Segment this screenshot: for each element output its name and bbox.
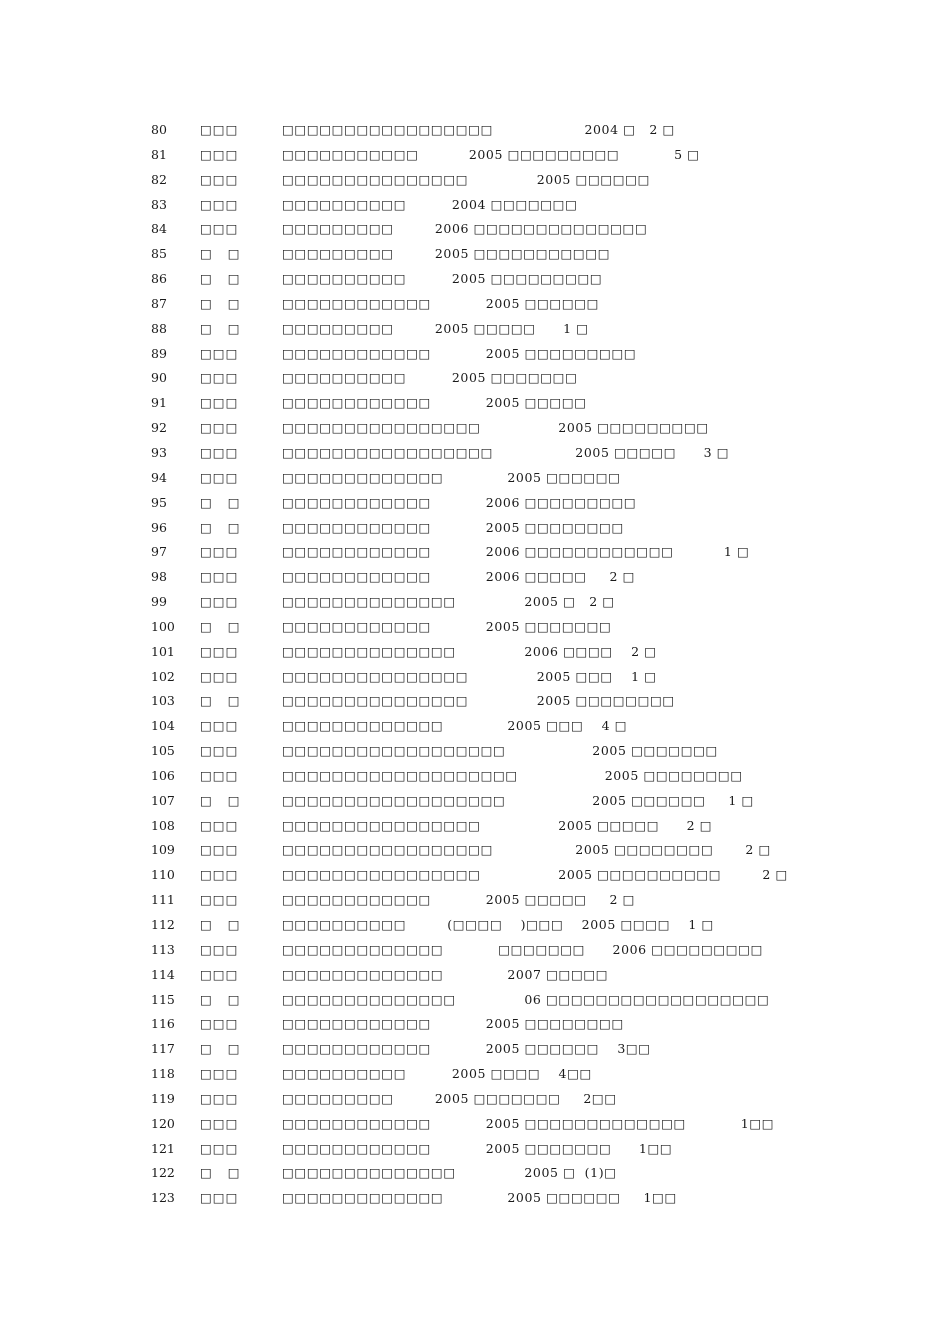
row-number: 104: [151, 718, 175, 734]
row-number: 96: [151, 519, 167, 535]
list-item: [0, 938, 950, 963]
record-details: □□□□□□□□□□ 2004 □□□□□□□: [282, 196, 578, 212]
person-name: □ □: [200, 618, 241, 634]
person-name: □□□: [200, 420, 239, 436]
list-item: [0, 540, 950, 565]
record-details: □□□□□□□□□□□□□ 2007 □□□□□: [282, 966, 609, 982]
record-details: □□□□□□□□□□□□□ 2005 □□□□□□: [282, 469, 621, 485]
list-item: [0, 615, 950, 640]
person-name: □□□: [200, 594, 239, 610]
record-details: □□□□□□□□□□□□□ 2005 □□□□□□ 1□□: [282, 1190, 677, 1206]
record-details: □□□□□□□□□□□□ 2005 □□□□□□□□: [282, 519, 624, 535]
record-details: □□□□□□□□□□□□ 2006 □□□□□□□□□: [282, 494, 637, 510]
record-details: □□□□□□□□□□□□□□□ 2005 □□□□□□□□: [282, 693, 675, 709]
person-name: □□□: [200, 842, 239, 858]
list-item: [0, 689, 950, 714]
record-details: □□□□□□□□□□ 2005 □□□□□□□□□: [282, 271, 603, 287]
person-name: □□□: [200, 817, 239, 833]
list-item: [0, 988, 950, 1013]
row-number: 122: [151, 1165, 175, 1181]
record-details: □□□□□□□□□□□□□□ 2006 □□□□ 2 □: [282, 643, 657, 659]
record-details: □□□□□□□□□□□□ 2005 □□□□□□□□□□□□□ 1□□: [282, 1115, 775, 1131]
record-details: □□□□□□□□□□□□ 2005 □□□□□□□: [282, 618, 612, 634]
person-name: □ □: [200, 1041, 241, 1057]
list-item: [0, 516, 950, 541]
person-name: □ □: [200, 792, 241, 808]
list-item: [0, 217, 950, 242]
record-details: □□□□□□□□□□□□□□□□□ 2004 □ 2 □: [282, 122, 675, 137]
row-number: 97: [151, 544, 167, 560]
list-item: [0, 963, 950, 988]
record-details: □□□□□□□□□□□□□□□□□□ 2005 □□□□□□□: [282, 743, 718, 759]
person-name: □ □: [200, 693, 241, 709]
row-number: 107: [151, 792, 175, 808]
record-details: □□□□□□□□□□□□□□□ 2005 □□□ 1 □: [282, 668, 657, 684]
list-item: [0, 1087, 950, 1112]
person-name: □□□: [200, 668, 239, 684]
record-details: □□□□□□□□□□□□□□□□□□□ 2005 □□□□□□□□: [282, 767, 743, 783]
person-name: □□□: [200, 1115, 239, 1131]
row-number: 88: [151, 320, 167, 336]
list-item: [0, 193, 950, 218]
person-name: □ □: [200, 991, 241, 1007]
list-item: [0, 789, 950, 814]
person-name: □□□: [200, 1066, 239, 1082]
list-item: [0, 714, 950, 739]
record-details: □□□□□□□□□□□□ 2005 □□□□□ 2 □: [282, 892, 636, 908]
person-name: □□□: [200, 345, 239, 361]
list-item: [0, 665, 950, 690]
record-details: □□□□□□□□□□□□□□□□ 2005 □□□□□□□□□: [282, 420, 709, 436]
list-item: [0, 1037, 950, 1062]
list-item: [0, 466, 950, 491]
list-item: [0, 913, 950, 938]
record-details: □□□□□□□□□□□□ 2005 □□□□□: [282, 395, 587, 411]
row-number: 80: [151, 122, 167, 137]
row-number: 93: [151, 444, 167, 460]
row-number: 101: [151, 643, 175, 659]
row-number: 102: [151, 668, 175, 684]
record-details: □□□□□□□□□□ (□□□□ )□□□ 2005 □□□□ 1 □: [282, 917, 714, 932]
person-name: □□□: [200, 867, 239, 883]
person-name: □□□: [200, 370, 239, 386]
record-details: □□□□□□□□□□ 2005 □□□□□□□: [282, 370, 578, 386]
list-item: [0, 143, 950, 168]
list-item: [0, 739, 950, 764]
record-list: [0, 118, 950, 1211]
record-details: □□□□□□□□□□□□□□□□□ 2005 □□□□□□□□ 2 □: [282, 842, 771, 858]
record-details: □□□□□□□□□ 2005 □□□□□□□□□□□: [282, 246, 611, 262]
person-name: □□□: [200, 171, 239, 187]
row-number: 91: [151, 395, 167, 411]
person-name: □ □: [200, 295, 241, 311]
list-item: [0, 590, 950, 615]
person-name: □ □: [200, 917, 241, 932]
person-name: □□□: [200, 767, 239, 783]
person-name: □□□: [200, 1090, 239, 1106]
list-item: [0, 168, 950, 193]
row-number: 115: [151, 991, 175, 1007]
person-name: □ □: [200, 1165, 241, 1181]
row-number: 99: [151, 594, 167, 610]
row-number: 100: [151, 618, 175, 634]
row-number: 113: [151, 941, 175, 957]
list-item: [0, 342, 950, 367]
row-number: 121: [151, 1140, 175, 1156]
person-name: □□□: [200, 221, 239, 237]
list-item: [0, 267, 950, 292]
row-number: 89: [151, 345, 167, 361]
person-name: □□□: [200, 718, 239, 734]
record-details: □□□□□□□□□ 2006 □□□□□□□□□□□□□□: [282, 221, 648, 237]
list-item: [0, 1012, 950, 1037]
person-name: □□□: [200, 743, 239, 759]
person-name: □ □: [200, 519, 241, 535]
person-name: □ □: [200, 320, 241, 336]
person-name: □□□: [200, 1190, 239, 1206]
record-details: □□□□□□□□□□□□□□□□□ 2005 □□□□□ 3 □: [282, 444, 730, 460]
row-number: 81: [151, 146, 167, 162]
row-number: 120: [151, 1115, 175, 1131]
record-details: □□□□□□□□□□ 2005 □□□□ 4□□: [282, 1066, 592, 1082]
person-name: □□□: [200, 892, 239, 908]
row-number: 103: [151, 693, 175, 709]
list-item: [0, 565, 950, 590]
record-details: □□□□□□□□□ 2005 □□□□□ 1 □: [282, 320, 589, 336]
person-name: □□□: [200, 569, 239, 585]
person-name: □□□: [200, 1140, 239, 1156]
record-details: □□□□□□□□□□□□□ □□□□□□□ 2006 □□□□□□□□□: [282, 941, 764, 957]
record-details: □□□□□□□□□□□□□□ 2005 □ 2 □: [282, 594, 615, 610]
record-details: □□□□□□□□□□□□ 2005 □□□□□□□□□: [282, 345, 637, 361]
row-number: 86: [151, 271, 167, 287]
list-item: [0, 391, 950, 416]
record-details: □□□□□□□□□□□□□□ 2005 □ (1)□: [282, 1165, 617, 1181]
list-item: [0, 118, 950, 143]
row-number: 87: [151, 295, 167, 311]
row-number: 111: [151, 892, 175, 908]
record-details: □□□□□□□□□ 2005 □□□□□□□ 2□□: [282, 1090, 617, 1106]
record-details: □□□□□□□□□□□□□□□□□□ 2005 □□□□□□ 1 □: [282, 792, 754, 808]
row-number: 106: [151, 767, 175, 783]
person-name: □□□: [200, 395, 239, 411]
person-name: □ □: [200, 271, 241, 287]
list-item: [0, 838, 950, 863]
list-item: [0, 292, 950, 317]
row-number: 98: [151, 569, 167, 585]
row-number: 108: [151, 817, 175, 833]
person-name: □□□: [200, 544, 239, 560]
record-details: □□□□□□□□□□□□□□□□ 2005 □□□□□ 2 □: [282, 817, 713, 833]
row-number: 83: [151, 196, 167, 212]
record-details: □□□□□□□□□□□□□□ 06 □□□□□□□□□□□□□□□□□□: [282, 991, 770, 1007]
list-item: [0, 1112, 950, 1137]
record-details: □□□□□□□□□□□□ 2005 □□□□□□□ 1□□: [282, 1140, 673, 1156]
list-item: [0, 1062, 950, 1087]
list-item: [0, 863, 950, 888]
list-item: [0, 1161, 950, 1186]
row-number: 95: [151, 494, 167, 510]
row-number: 123: [151, 1190, 175, 1206]
list-item: [0, 366, 950, 391]
list-item: [0, 242, 950, 267]
list-item: [0, 640, 950, 665]
row-number: 116: [151, 1016, 175, 1032]
person-name: □□□: [200, 941, 239, 957]
list-item: [0, 416, 950, 441]
list-item: [0, 1137, 950, 1162]
row-number: 112: [151, 917, 175, 932]
person-name: □ □: [200, 246, 241, 262]
person-name: □□□: [200, 196, 239, 212]
person-name: □□□: [200, 1016, 239, 1032]
row-number: 94: [151, 469, 167, 485]
list-item: [0, 441, 950, 466]
row-number: 105: [151, 743, 175, 759]
record-details: □□□□□□□□□□□□ 2006 □□□□□□□□□□□□ 1 □: [282, 544, 750, 560]
record-details: □□□□□□□□□□□□ 2005 □□□□□□ 3□□: [282, 1041, 651, 1057]
record-details: □□□□□□□□□□□□□□□□ 2005 □□□□□□□□□□ 2 □: [282, 867, 788, 883]
list-item: [0, 317, 950, 342]
list-item: [0, 814, 950, 839]
row-number: 118: [151, 1066, 175, 1082]
person-name: □□□: [200, 146, 239, 162]
list-item: [0, 764, 950, 789]
record-details: □□□□□□□□□□□□□ 2005 □□□ 4 □: [282, 718, 628, 734]
person-name: □□□: [200, 643, 239, 659]
row-number: 92: [151, 420, 167, 436]
list-item: [0, 888, 950, 913]
record-details: □□□□□□□□□□□ 2005 □□□□□□□□□ 5 □: [282, 146, 700, 162]
row-number: 114: [151, 966, 175, 982]
person-name: □ □: [200, 494, 241, 510]
record-details: □□□□□□□□□□□□ 2005 □□□□□□□□: [282, 1016, 624, 1032]
row-number: 85: [151, 246, 167, 262]
person-name: □□□: [200, 469, 239, 485]
person-name: □□□: [200, 444, 239, 460]
record-details: □□□□□□□□□□□□ 2006 □□□□□ 2 □: [282, 569, 636, 585]
record-details: □□□□□□□□□□□□□□□ 2005 □□□□□□: [282, 171, 651, 187]
person-name: □□□: [200, 966, 239, 982]
row-number: 110: [151, 867, 175, 883]
row-number: 109: [151, 842, 175, 858]
row-number: 90: [151, 370, 167, 386]
list-item: [0, 1186, 950, 1211]
record-details: □□□□□□□□□□□□ 2005 □□□□□□: [282, 295, 600, 311]
row-number: 117: [151, 1041, 175, 1057]
row-number: 84: [151, 221, 167, 237]
person-name: □□□: [200, 122, 239, 137]
row-number: 82: [151, 171, 167, 187]
row-number: 119: [151, 1090, 175, 1106]
list-item: [0, 491, 950, 516]
